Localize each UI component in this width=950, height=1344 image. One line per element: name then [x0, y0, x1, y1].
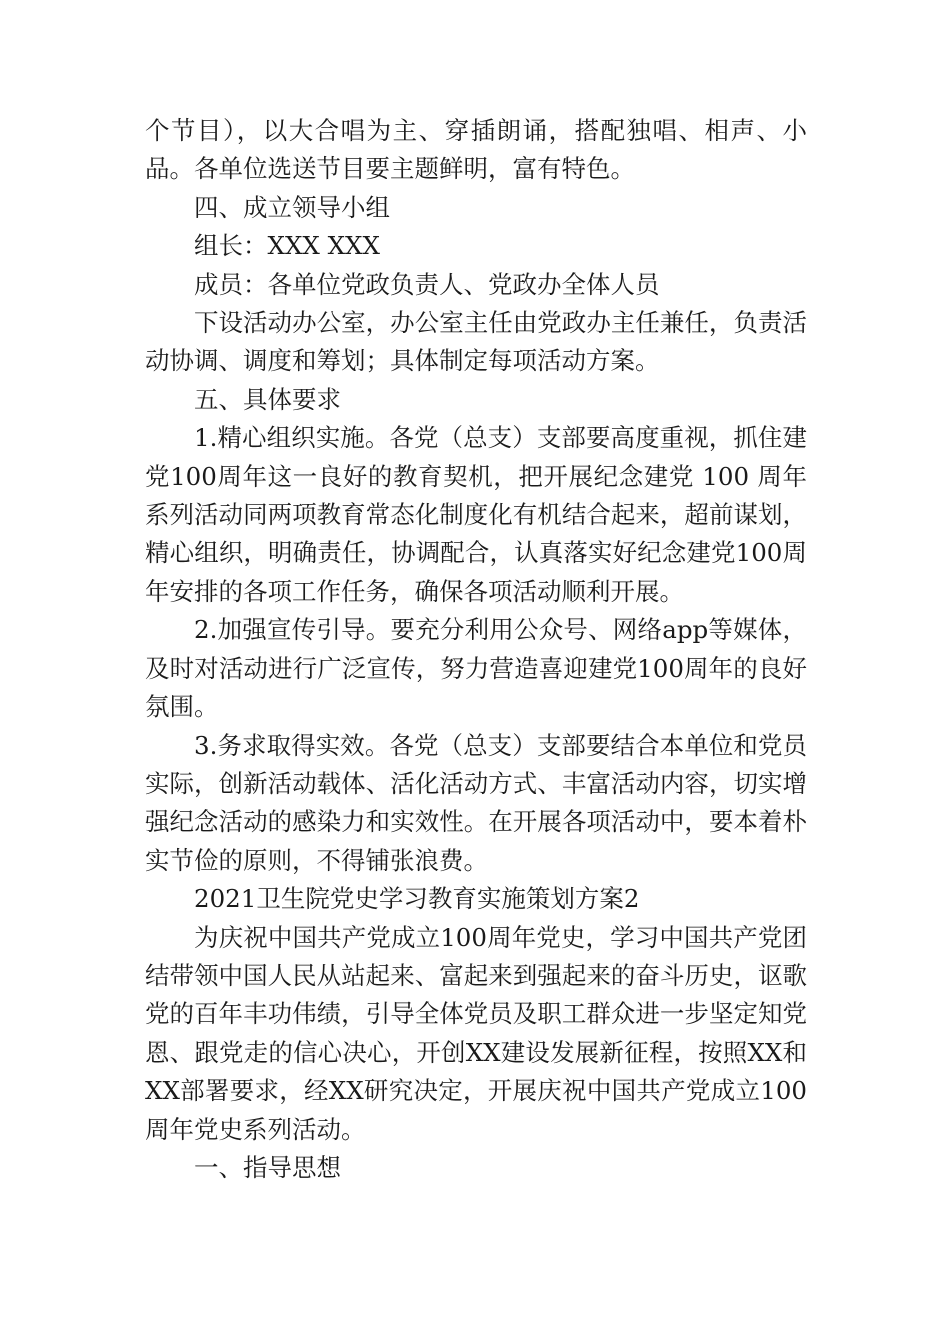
section-heading-guiding-ideology: 一、指导思想 — [194, 1152, 341, 1182]
document-body — [145, 112, 807, 1187]
paragraph-continuation: 个节目），以大合唱为主、穿插朗诵，搭配独唱、相声、小品。各单位选送节目要主题鲜明，富有特色。 — [145, 116, 807, 184]
paragraph-requirement-1: 1.精心组织实施。各党（总支）支部要高度重视，抓住建党100周年这一良好的教育契机，把开展纪念建党 100 周年系列活动同两项教育常态化制度化有机结合起来，超前谋划，精心组织，明确责任，协调配合，认真落实好纪念建党100周年安排的各项工作任务，确保各项活动顺利开展。 — [145, 423, 807, 606]
document-subtitle: 2021卫生院党史学习教育实施策划方案2 — [194, 884, 640, 914]
paragraph-intro: 为庆祝中国共产党成立100周年党史，学习中国共产党团结带领中国人民从站起来、富起来到强起来的奋斗历史，讴歌党的百年丰功伟绩，引导全体党员及职工群众进一步坚定知党恩、跟党走的信心决心，开创XX建设发展新征程，按照XX和XX部署要求，经XX研究决定，开展庆祝中国共产党成立100周年党史系列活动。 — [145, 922, 807, 1144]
paragraph-requirement-2: 2.加强宣传引导。要充分利用公众号、网络app等媒体，及时对活动进行广泛宣传，努力营造喜迎建党100周年的良好氛围。 — [145, 615, 807, 722]
paragraph-requirement-3: 3.务求取得实效。各党（总支）支部要结合本单位和党员实际，创新活动载体、活化活动方式、丰富活动内容，切实增强纪念活动的感染力和实效性。在开展各项活动中，要本着朴实节俭的原则，不得铺张浪费。 — [145, 730, 807, 875]
section-heading-leadership-group: 四、成立领导小组 — [194, 192, 390, 222]
paragraph-office: 下设活动办公室，办公室主任由党政办主任兼任，负责活动协调、调度和筹划；具体制定每项活动方案。 — [145, 308, 807, 376]
paragraph-group-leader: 组长：XXX XXX — [194, 231, 380, 261]
section-heading-requirements: 五、具体要求 — [194, 384, 341, 414]
paragraph-members: 成员：各单位党政负责人、党政办全体人员 — [194, 269, 660, 299]
